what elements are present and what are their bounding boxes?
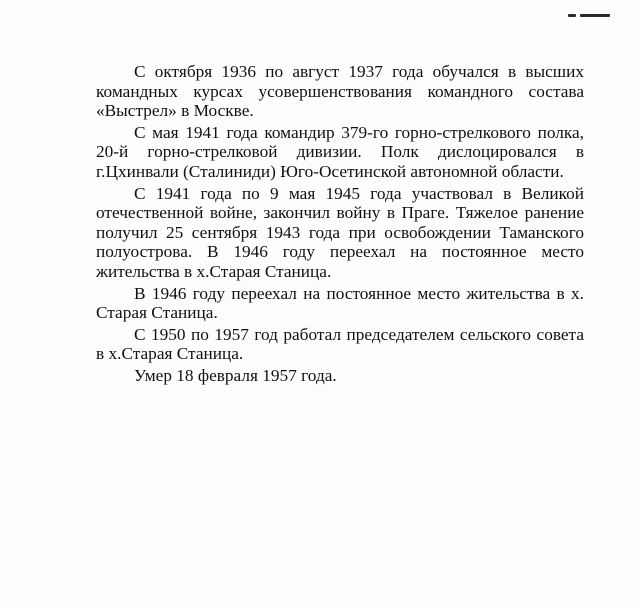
paragraph-relocation: В 1946 году переехал на постоянное место жительства в х. Старая Станица. xyxy=(96,283,584,323)
paragraph-council-chairman: С 1950 по 1957 год работал председателем сельского совета в х.Старая Станица. xyxy=(96,324,584,364)
paragraph-education: С октября 1936 по август 1937 года обучался в высших командных курсах усовершенствования командного состава «Выстрел» в Москве. xyxy=(96,62,584,121)
scan-edge-mark xyxy=(580,14,610,17)
paragraph-regiment-command: С мая 1941 года командир 379-го горно-стрелкового полка, 20-й горно-стрелковой дивизии. Полк дислоцировался в г.Цхинвали (Сталиниди) Юго-Осетинской автономной области. xyxy=(96,122,584,181)
paragraph-war-service: С 1941 года по 9 мая 1945 года участвовал в Великой отечественной войне, закончил войну в Праге. Тяжелое ранение получил 25 сентября 1943 года при освобождении Таманского полуострова. В 1946 году переехал на постоянное место жительства в х.Старая Станица. xyxy=(96,183,584,281)
paragraph-death: Умер 18 февраля 1957 года. xyxy=(134,365,337,385)
scan-edge-mark-small xyxy=(568,14,576,17)
biography-text xyxy=(96,62,584,388)
